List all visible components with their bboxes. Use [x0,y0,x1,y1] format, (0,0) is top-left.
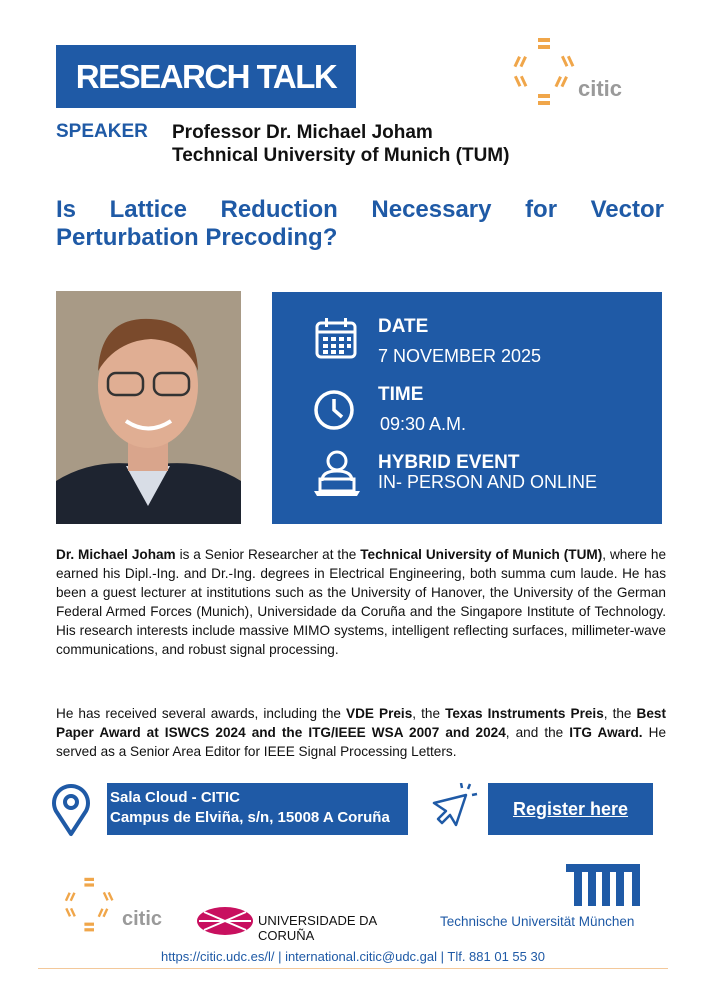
register-button[interactable]: Register here [488,783,653,835]
udc-logo [196,906,426,943]
calendar-icon [314,316,358,360]
cursor-click-icon [430,783,478,833]
udc-logo-text: UNIVERSIDADE DA CORUÑA [258,913,377,943]
udc-logo-icon [196,906,254,936]
date-label: DATE [378,316,429,337]
bio-text: He served as a Senior Area Editor for IEEE Signal Processing Letters. [56,725,667,759]
location-box [107,783,408,835]
location-address: Campus de Elviña, s/n, 15008 A Coruña [110,809,390,826]
citic-footer-logo-text: citic [122,908,163,930]
location-room: Sala Cloud - CITIC [110,789,241,806]
speaker-label: SPEAKER [56,121,148,142]
bio-text: He has received several awards, including the [56,706,347,721]
bio-highlight: Best Paper Award at ISWCS 2024 and the ITG/IEEE WSA 2007 and 2024 [56,706,667,740]
tum-logo-text: Technische Universität München [440,914,635,929]
bio-text: , the [603,706,637,721]
date-value: 7 NOVEMBER 2025 [378,346,542,366]
bio-paragraph [56,545,666,659]
online-event-icon [312,448,362,498]
bio-highlight: VDE Preis [346,706,413,721]
research-talk-banner: RESEARCH TALK [56,45,356,108]
bio-text: , and the [505,725,570,740]
bio-text: is a Senior Researcher at the [175,547,361,562]
talk-title: Is Lattice Reduction Necessary for Vector Perturbation Precoding? [56,196,664,251]
speaker-info [172,121,509,167]
speaker-name: Professor Dr. Michael Joham [172,122,433,143]
bio-text: , the [412,706,446,721]
tum-logo-icon [566,864,640,906]
speaker-photo [56,291,241,524]
bio-text: , where he earned his Dipl.-Ing. and Dr.-Ing. degrees in Electrical Engineering, both summa cum laude. He has been a guest lecturer at institutions such as the University of Hanover, the University of the German Federal Armed Forces (Munich), Universidade da Coruña and the Singapore Institute of Technology. His research interests include massive MIMO systems, intelligent reflecting surfaces, millimeter-wave communications, and robust signal processing. [56,547,667,657]
awards-paragraph [56,704,666,761]
speaker-affiliation: Technical University of Munich (TUM) [172,145,510,166]
mode-value: IN- PERSON AND ONLINE [378,472,598,492]
citic-logo-icon [510,36,580,108]
citic-footer-logo [62,874,172,936]
clock-icon [312,388,356,432]
citic-logo-text: citic [578,76,623,101]
bio-highlight: Dr. Michael Joham [56,547,176,562]
footer-divider [38,968,668,969]
tum-logo [440,862,646,934]
contact-footer[interactable]: https://citic.udc.es/l/ | international.citic@udc.gal | Tlf. 881 01 55 30 [161,949,545,964]
mode-label: HYBRID EVENT [378,452,520,473]
location-pin-icon [50,783,92,837]
event-info-panel [272,292,662,524]
bio-highlight: ITG Award. [569,725,643,740]
time-label: TIME [378,384,424,405]
citic-logo [510,36,640,108]
bio-highlight: Texas Instruments Preis [445,706,604,721]
time-value: 09:30 A.M. [380,414,467,434]
bio-highlight: Technical University of Munich (TUM) [360,547,603,562]
citic-footer-logo-icon [62,874,118,936]
